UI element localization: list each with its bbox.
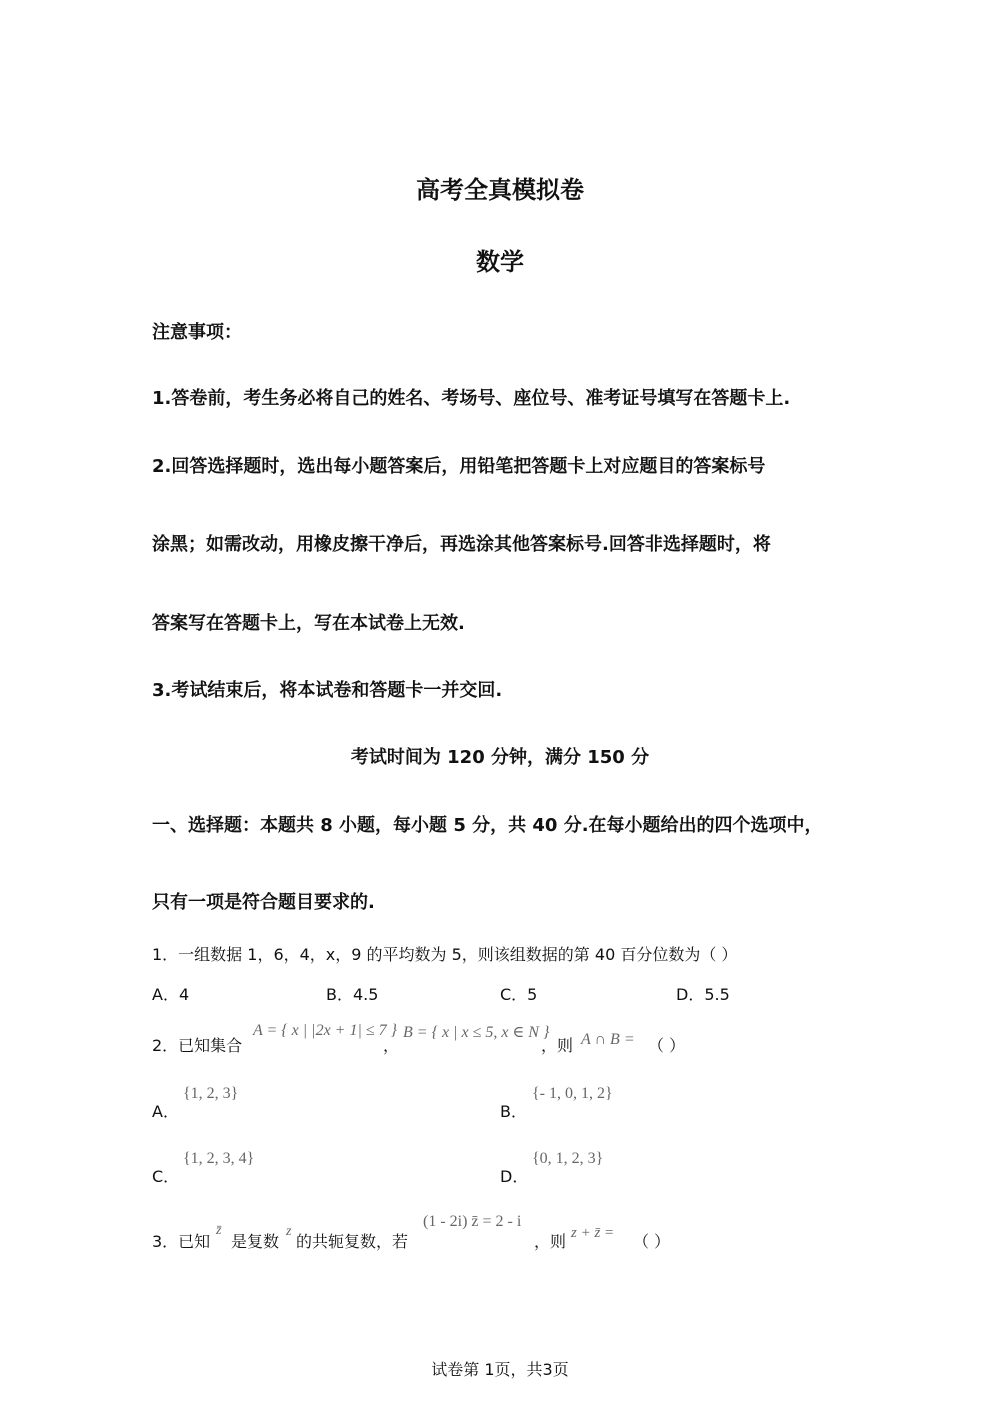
question-3-stem-mid-3: ，则 (534, 1232, 567, 1251)
question-2-option-b-label: B． (500, 1102, 527, 1121)
question-3-z: z (286, 1224, 292, 1239)
question-3-equation: (1 - 2i) z̄ = 2 - i (423, 1213, 522, 1230)
subject-title: 数学 (476, 248, 524, 276)
question-1-option-a: A．4 (152, 985, 190, 1004)
question-3-conjugate-z: z̄ (216, 1223, 222, 1238)
notice-item-2-line-2: 涂黑；如需改动，用橡皮擦干净后，再选涂其他答案标号.回答非选择题时，将 (152, 534, 771, 555)
notice-heading: 注意事项： (152, 322, 242, 343)
question-2-set-a: A = { x | |2x + 1| ≤ 7 } (253, 1022, 398, 1039)
question-3-stem-mid-2: 的共轭复数，若 (296, 1232, 409, 1251)
question-1-option-d: D．5.5 (676, 985, 730, 1004)
question-2-option-d-label: D． (500, 1167, 529, 1186)
question-2-comma: ， (383, 1036, 400, 1055)
exam-title: 高考全真模拟卷 (416, 176, 584, 204)
notice-item-2-line-1: 2.回答选择题时，选出每小题答案后，用铅笔把答题卡上对应题目的答案标号 (152, 456, 766, 477)
question-2-option-d-value: {0, 1, 2, 3} (532, 1150, 604, 1167)
question-2-expression: A ∩ B = (581, 1031, 635, 1048)
question-3-expression: z + z̄ = (571, 1225, 615, 1241)
notice-item-2-line-3: 答案写在答题卡上，写在本试卷上无效. (152, 613, 465, 634)
question-2-option-c-value: {1, 2, 3, 4} (183, 1150, 255, 1167)
question-2-stem-prefix: 2．已知集合 (152, 1036, 243, 1055)
question-1-stem: 1．一组数据 1，6，4，x，9 的平均数为 5，则该组数据的第 40 百分位数为（ ） (152, 945, 738, 964)
question-2-option-b-value: {- 1, 0, 1, 2} (532, 1085, 613, 1102)
notice-item-1: 1.答卷前，考生务必将自己的姓名、考场号、座位号、准考证号填写在答题卡上. (152, 388, 791, 409)
section-heading-line-1: 一、选择题：本题共 8 小题，每小题 5 分，共 40 分.在每小题给出的四个选项中， (152, 815, 823, 836)
question-2-option-a-label: A． (152, 1102, 179, 1121)
page-footer: 试卷第 1页，共3页 (431, 1360, 569, 1379)
question-2-stem-suffix: ，则 (541, 1036, 574, 1055)
question-2-option-c-label: C． (152, 1167, 180, 1186)
question-2-set-b: B = { x | x ≤ 5, x ∈ N } (403, 1024, 550, 1041)
question-3-stem-mid-1: 是复数 (231, 1232, 280, 1251)
question-2-answer-blank: （ ） (648, 1036, 686, 1055)
question-2-option-a-value: {1, 2, 3} (183, 1085, 239, 1102)
section-heading-line-2: 只有一项是符合题目要求的. (152, 892, 375, 913)
notice-item-3: 3.考试结束后，将本试卷和答题卡一并交回. (152, 680, 503, 701)
question-1-option-b: B．4.5 (326, 985, 379, 1004)
question-3-stem-prefix: 3．已知 (152, 1232, 211, 1251)
question-1-option-c: C．5 (500, 985, 538, 1004)
exam-info: 考试时间为 120 分钟，满分 150 分 (350, 747, 650, 768)
question-3-answer-blank: （ ） (633, 1232, 671, 1251)
